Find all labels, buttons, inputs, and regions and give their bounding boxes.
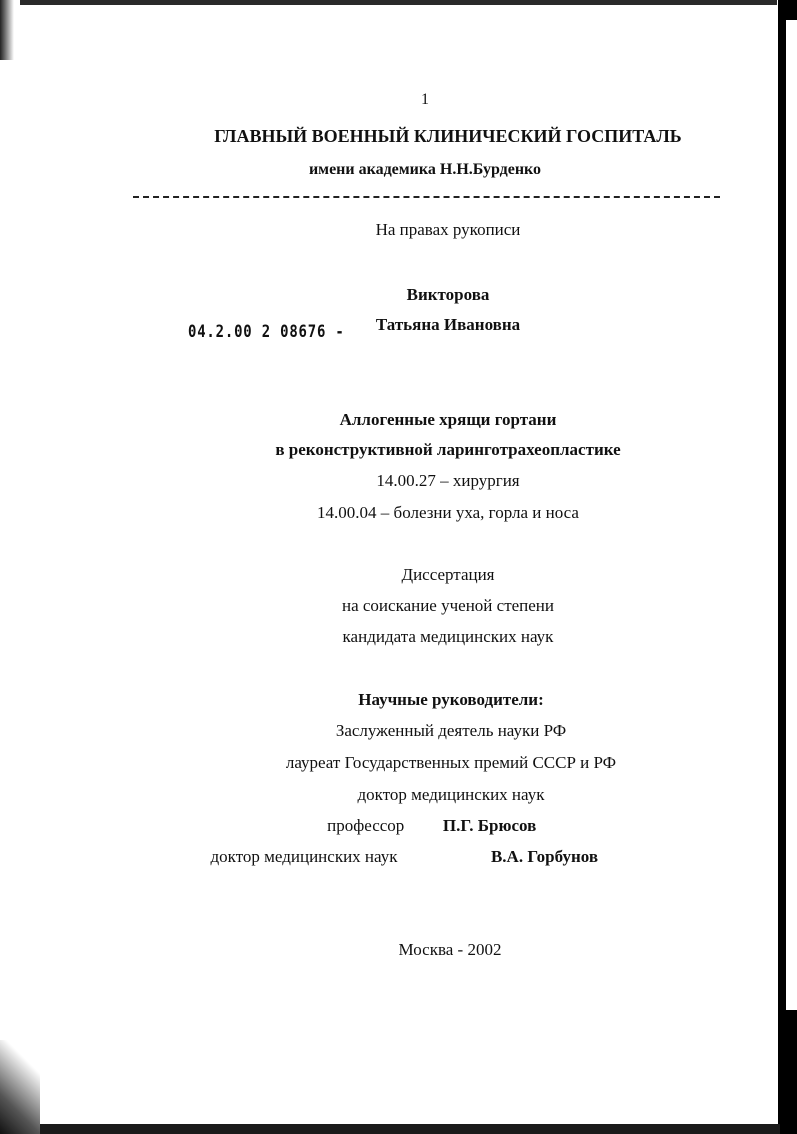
supervisor-name: В.А. Горбунов [490,847,598,866]
dashed-separator [133,196,720,198]
scan-smudge-top-left [0,0,14,60]
supervisor-name: П.Г. Брюсов [442,816,537,835]
supervisor-title: профессор [327,816,405,835]
scan-edge-top [20,0,777,5]
scan-edge-right-mark [787,1020,797,1050]
scan-edge-bottom [40,1124,780,1134]
scan-edge-right-gap [786,20,797,1010]
registry-number-stamp: 04.2.00 2 08676 - [188,322,345,342]
page-number: 1 [421,91,429,108]
scan-smudge-bottom-left [0,1040,40,1134]
supervisor-title: доктор медицинских наук [210,847,398,866]
